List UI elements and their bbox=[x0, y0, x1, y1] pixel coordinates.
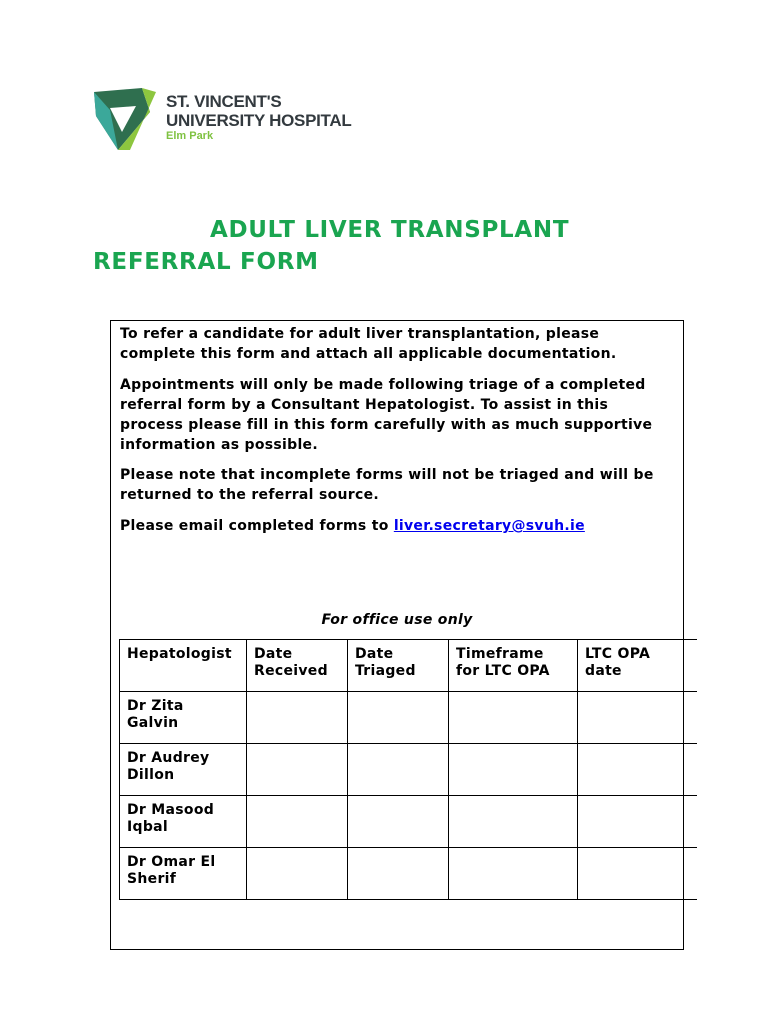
date-triaged-field[interactable] bbox=[348, 744, 449, 796]
logo-name-line2: UNIVERSITY HOSPITAL bbox=[166, 111, 352, 130]
instruction-paragraph-1: To refer a candidate for adult liver transplantation, please complete this form and attach all applicable documentation. bbox=[120, 326, 617, 362]
timeframe-field[interactable] bbox=[449, 744, 578, 796]
ltc-opa-date-field[interactable] bbox=[578, 796, 698, 848]
page-title bbox=[93, 214, 653, 278]
hepatologist-name: Dr Omar El Sherif bbox=[120, 848, 247, 900]
hepatologist-name: Dr Zita Galvin bbox=[120, 692, 247, 744]
column-header-date-triaged: Date Triaged bbox=[348, 640, 449, 692]
title-line1: ADULT LIVER TRANSPLANT bbox=[210, 217, 570, 243]
ltc-opa-date-field[interactable] bbox=[578, 744, 698, 796]
date-received-field[interactable] bbox=[247, 796, 348, 848]
ltc-opa-date-field[interactable] bbox=[578, 692, 698, 744]
logo-name-line1: ST. VINCENT'S bbox=[166, 92, 282, 111]
instruction-paragraph-4 bbox=[120, 516, 675, 536]
office-use-heading: For office use only bbox=[321, 612, 473, 628]
table-row bbox=[120, 796, 698, 848]
date-received-field[interactable] bbox=[247, 692, 348, 744]
email-link[interactable]: liver.secretary@svuh.ie bbox=[393, 518, 585, 534]
hepatologist-name: Dr Masood Iqbal bbox=[120, 796, 247, 848]
timeframe-field[interactable] bbox=[449, 848, 578, 900]
hospital-logo bbox=[90, 86, 380, 156]
column-header-timeframe: Timeframe for LTC OPA bbox=[449, 640, 578, 692]
instruction-paragraph-3: Please note that incomplete forms will not be triaged and will be returned to the referral source. bbox=[120, 467, 654, 503]
table-row bbox=[120, 692, 698, 744]
table-row bbox=[120, 848, 698, 900]
title-line2: REFERRAL FORM bbox=[93, 249, 319, 275]
table-header-row bbox=[120, 640, 698, 692]
office-use-table bbox=[119, 639, 697, 900]
instruction-paragraph-2: Appointments will only be made following triage of a completed referral form by a Consultant Hepatologist. To assist in this process please fill in this form carefully with as much supportive information as possible. bbox=[120, 377, 653, 453]
hospital-logo-icon bbox=[90, 86, 160, 152]
ltc-opa-date-field[interactable] bbox=[578, 848, 698, 900]
date-triaged-field[interactable] bbox=[348, 848, 449, 900]
table-row bbox=[120, 744, 698, 796]
logo-location: Elm Park bbox=[166, 130, 214, 142]
date-triaged-field[interactable] bbox=[348, 796, 449, 848]
column-header-date-received: Date Received bbox=[247, 640, 348, 692]
date-received-field[interactable] bbox=[247, 744, 348, 796]
timeframe-field[interactable] bbox=[449, 796, 578, 848]
date-received-field[interactable] bbox=[247, 848, 348, 900]
hepatologist-name: Dr Audrey Dillon bbox=[120, 744, 247, 796]
referral-instructions-box bbox=[110, 320, 684, 950]
column-header-hepatologist: Hepatologist bbox=[120, 640, 247, 692]
email-prompt: Please email completed forms to bbox=[120, 518, 394, 534]
date-triaged-field[interactable] bbox=[348, 692, 449, 744]
timeframe-field[interactable] bbox=[449, 692, 578, 744]
column-header-ltc-opa-date: LTC OPA date bbox=[578, 640, 698, 692]
